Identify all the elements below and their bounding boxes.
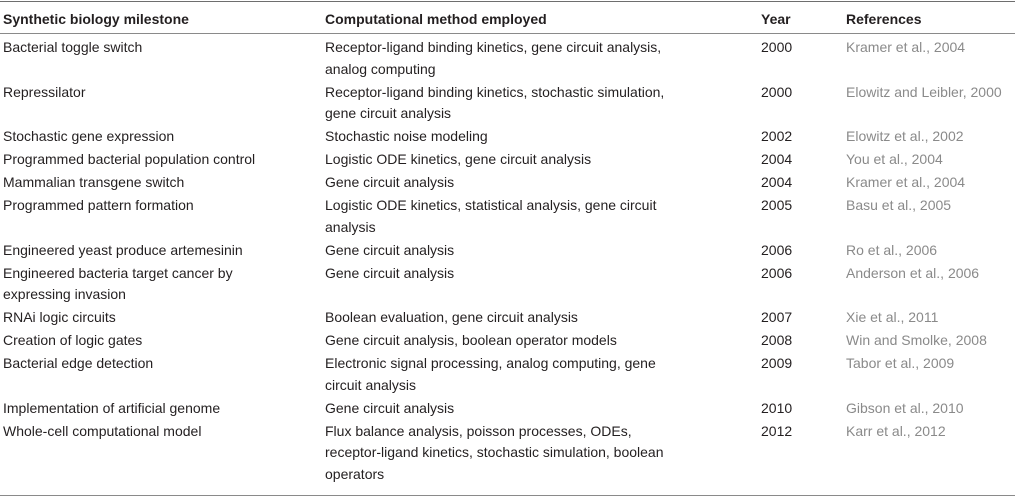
year-cell: 2006: [761, 264, 793, 281]
milestone-cell: Creation of logic gates: [3, 332, 143, 348]
reference-cell: Gibson et al., 2010: [846, 399, 964, 416]
milestone-cell: RNAi logic circuits: [3, 309, 116, 325]
method-cell: Gene circuit analysis: [325, 174, 455, 190]
milestone-cell: Repressilator: [3, 83, 86, 100]
reference-cell: Elowitz et al., 2002: [846, 128, 964, 144]
header-method: Computational method employed: [325, 11, 547, 27]
year-cell: 2012: [761, 422, 793, 439]
method-cell: Gene circuit analysis: [325, 264, 455, 281]
year-cell: 2007: [761, 309, 793, 325]
method-cell: Gene circuit analysis: [325, 399, 455, 416]
reference-cell: Win and Smolke, 2008: [846, 332, 987, 348]
method-cell: Gene circuit analysis, boolean operator models: [325, 332, 617, 348]
milestone-cell: Engineered yeast produce artemesinin: [3, 241, 243, 258]
reference-cell: Tabor et al., 2009: [846, 355, 955, 371]
reference-cell: Anderson et al., 2006: [846, 264, 980, 281]
reference-cell: Ro et al., 2006: [846, 241, 938, 258]
year-cell: 2010: [761, 399, 793, 416]
year-cell: 2004: [761, 151, 793, 167]
milestone-cell: Mammalian transgene switch: [3, 174, 185, 190]
method-cell: Gene circuit analysis: [325, 241, 455, 258]
year-cell: 2000: [761, 39, 793, 55]
milestone-cell: Programmed bacterial population control: [3, 151, 256, 167]
year-cell: 2004: [761, 174, 793, 190]
reference-cell: Kramer et al., 2004: [846, 39, 966, 55]
year-cell: 2009: [761, 355, 793, 371]
milestone-cell: Bacterial edge detection: [3, 355, 154, 371]
reference-cell: Elowitz and Leibler, 2000: [846, 83, 1002, 100]
table-bottom-rule: [0, 495, 1015, 496]
method-cell: Electronic signal processing, analog computing, gene: [325, 355, 656, 371]
header-rule: [0, 33, 1015, 34]
year-cell: 2000: [761, 83, 793, 100]
method-cell: Flux balance analysis, poisson processes, ODEs,: [325, 422, 632, 439]
method-cell: Logistic ODE kinetics, statistical analysis, gene circuit: [325, 197, 657, 213]
method-cell: analysis: [325, 218, 376, 235]
header-year: Year: [761, 11, 791, 27]
year-cell: 2008: [761, 332, 793, 348]
milestone-cell: Engineered bacteria target cancer by: [3, 264, 233, 281]
reference-cell: Basu et al., 2005: [846, 197, 952, 213]
table-top-rule: [0, 1, 1015, 2]
reference-cell: Karr et al., 2012: [846, 422, 946, 439]
reference-cell: You et al., 2004: [846, 151, 943, 167]
method-cell: Receptor-ligand binding kinetics, stochastic simulation,: [325, 83, 665, 100]
method-cell: operators: [325, 465, 385, 482]
method-cell: Stochastic noise modeling: [325, 128, 488, 144]
header-milestone: Synthetic biology milestone: [3, 11, 189, 27]
milestone-cell: Stochastic gene expression: [3, 128, 175, 144]
year-cell: 2006: [761, 241, 793, 258]
milestone-cell: Programmed pattern formation: [3, 197, 194, 213]
year-cell: 2005: [761, 197, 793, 213]
milestone-cell: Whole-cell computational model: [3, 422, 202, 439]
method-cell: circuit analysis: [325, 376, 417, 393]
reference-cell: Xie et al., 2011: [846, 309, 939, 325]
method-cell: Boolean evaluation, gene circuit analysis: [325, 309, 578, 325]
method-cell: analog computing: [325, 60, 436, 77]
method-cell: gene circuit analysis: [325, 105, 452, 121]
method-cell: Logistic ODE kinetics, gene circuit analysis: [325, 151, 592, 167]
milestone-cell: Bacterial toggle switch: [3, 39, 143, 55]
method-cell: Receptor-ligand binding kinetics, gene circuit analysis,: [325, 39, 662, 55]
milestone-cell: Implementation of artificial genome: [3, 399, 221, 416]
year-cell: 2002: [761, 128, 793, 144]
reference-cell: Kramer et al., 2004: [846, 174, 966, 190]
method-cell: receptor-ligand kinetics, stochastic simulation, boolean: [325, 444, 664, 460]
milestone-cell: expressing invasion: [3, 286, 126, 302]
header-references: References: [846, 11, 922, 27]
